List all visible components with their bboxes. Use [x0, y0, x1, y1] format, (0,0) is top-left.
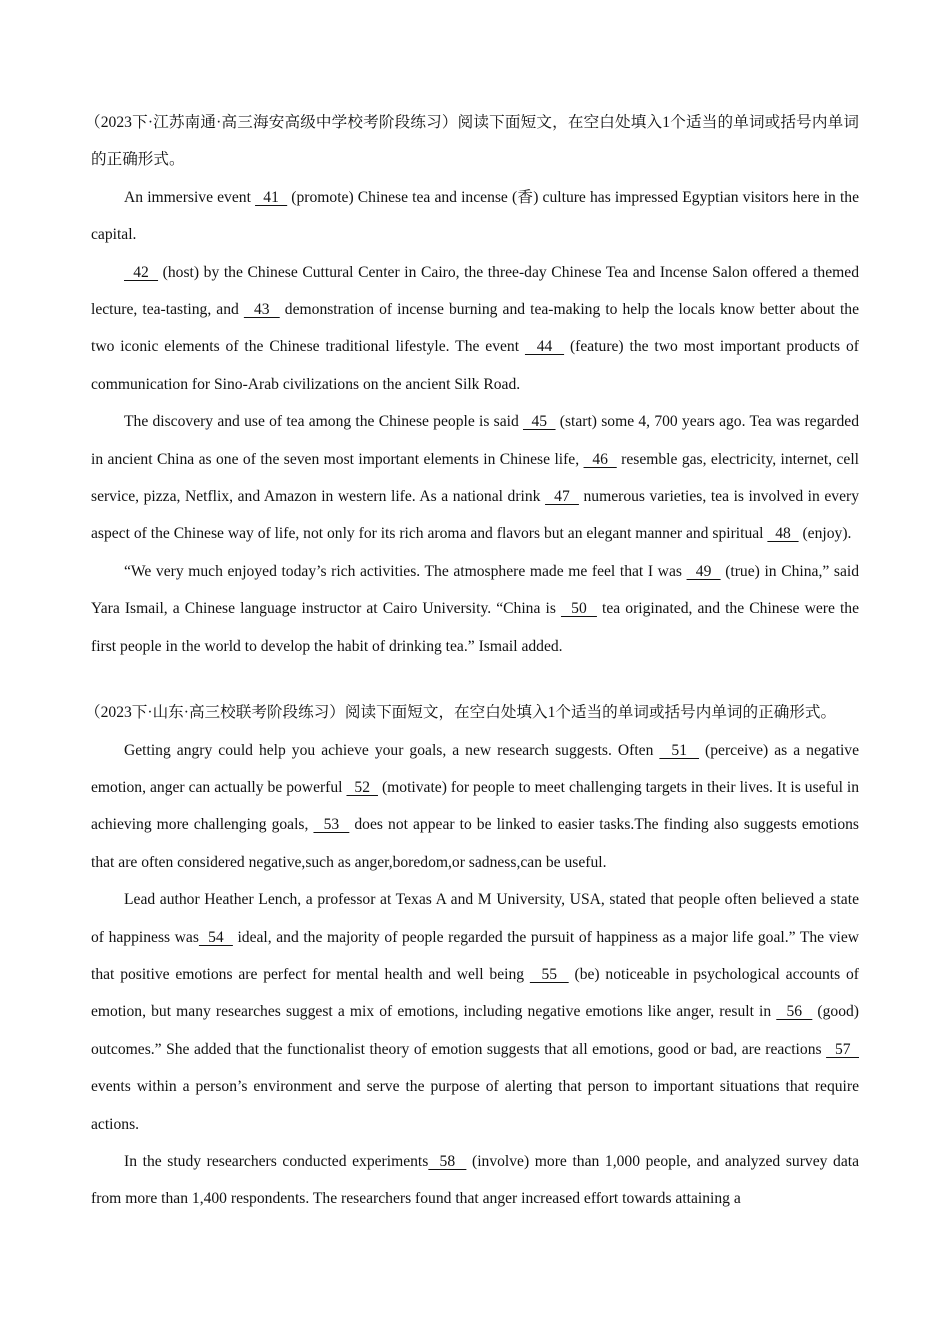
blank-48[interactable]: 48: [767, 525, 799, 543]
blank-52[interactable]: 52: [346, 778, 378, 796]
passage-1: [85, 104, 860, 665]
blank-41[interactable]: 41: [255, 188, 288, 206]
text: events within a person’s environment and serve the purpose of alerting that person to important situations that require actions.: [91, 1078, 859, 1133]
text: resemble gas, electricity, internet, cell service, pizza, Netflix, and Amazon in western life. As a national drink: [91, 450, 859, 506]
blank-54[interactable]: 54: [198, 928, 233, 946]
blank-53[interactable]: 53: [313, 816, 350, 834]
text: An immersive event: [124, 188, 256, 206]
text: (involve) more than 1,000 people, and analyzed survey data from more than 1,400 respondents. The researchers found that anger increased effort towards attaining a: [91, 1152, 860, 1208]
passage-2-paragraph-1: [91, 732, 859, 882]
text: Lead author Heather Lench, a professor at Texas A and M University, USA, stated that people often believed a state of happiness was: [91, 891, 859, 946]
text: (be) noticeable in psychological accounts of emotion, but many researches suggest a mix of emotions, including negative emotions like anger, result in: [91, 965, 859, 1021]
blank-44[interactable]: 44: [524, 338, 565, 356]
text: Getting angry could help you achieve your goals, a new research suggests. Often: [124, 741, 660, 759]
text: does not appear to be linked to easier tasks.The finding also suggests emotions that are often considered negative,such as anger,boredom,or sadness,can be useful.: [91, 816, 859, 871]
blank-51[interactable]: 51: [659, 741, 700, 759]
text: numerous varieties, tea is involved in every aspect of the Chinese way of life, not only for its rich aroma and flavors but an elegant manner and spiritual: [91, 488, 860, 543]
passage-2-header: （2023下·山东·高三校联考阶段练习）阅读下面短文，在空白处填入1个适当的单词或括号内单词的正确形式。: [85, 704, 837, 722]
section-gap: [91, 665, 859, 694]
blank-43[interactable]: 43: [243, 301, 280, 319]
text: (start) some 4, 700 years ago. Tea was regarded in ancient China as one of the seven most important elements in Chinese life,: [91, 413, 859, 468]
text: The discovery and use of tea among the Chinese people is said: [124, 413, 523, 431]
text: (motivate) for people to meet challenging targets in their lives. It is useful in achieving more challenging goals,: [91, 778, 859, 834]
passage-1-paragraph-4: [91, 553, 859, 665]
passage-1-paragraph-2: [91, 254, 859, 404]
text: (true) in China,” said Yara Ismail, a Chinese language instructor at Cairo University. “China is: [91, 562, 859, 618]
blank-47[interactable]: 47: [545, 488, 579, 506]
passage-2-paragraph-3: [91, 1143, 859, 1218]
blank-55[interactable]: 55: [529, 965, 569, 983]
passage-2: [85, 694, 860, 1218]
passage-1-paragraph-1: [91, 179, 859, 254]
blank-46[interactable]: 46: [583, 450, 617, 468]
passage-1-paragraph-3: [91, 403, 859, 553]
text: (perceive) as a negative emotion, anger can actually be powerful: [91, 741, 859, 796]
blank-50[interactable]: 50: [560, 600, 597, 618]
blank-49[interactable]: 49: [686, 562, 721, 580]
blank-57[interactable]: 57: [826, 1040, 859, 1058]
text: “We very much enjoyed today’s rich activities. The atmosphere made me feel that I was: [124, 562, 687, 580]
document-page: [85, 104, 860, 1218]
text: (enjoy).: [798, 525, 852, 543]
text: tea originated, and the Chinese were the first people in the world to develop the habit of drinking tea.” Ismail added.: [91, 600, 860, 655]
blank-42[interactable]: 42: [124, 263, 159, 281]
blank-58[interactable]: 58: [428, 1152, 467, 1170]
passage-1-header: （2023下·江苏南通·高三海安高级中学校考阶段练习）阅读下面短文，在空白处填入1个适当的单词或括号内单词的正确形式。: [85, 114, 859, 169]
text: (promote) Chinese tea and incense (香) culture has impressed Egyptian visitors here in the capital.: [91, 188, 860, 244]
passage-2-paragraph-2: [91, 881, 859, 1143]
text: (good) outcomes.” She added that the functionalist theory of emotion suggests that all emotions, good or bad, are reactions: [91, 1003, 859, 1058]
text: (host) by the Chinese Cuttural Center in Cairo, the three-day Chinese Tea and Incense Salon offered a themed lecture, tea-tasting, and: [91, 263, 859, 319]
text: ideal, and the majority of people regarded the pursuit of happiness as a major life goal.” The view that positive emotions are perfect for mental health and well being: [91, 928, 860, 983]
text: In the study researchers conducted experiments: [124, 1152, 429, 1170]
text: (feature) the two most important products of communication for Sino-Arab civilizations on the ancient Silk Road.: [91, 338, 859, 393]
blank-56[interactable]: 56: [776, 1003, 813, 1021]
blank-45[interactable]: 45: [522, 413, 556, 431]
text: demonstration of incense burning and tea-making to help the locals know better about the two iconic elements of the Chinese traditional lifestyle. The event: [91, 301, 860, 356]
